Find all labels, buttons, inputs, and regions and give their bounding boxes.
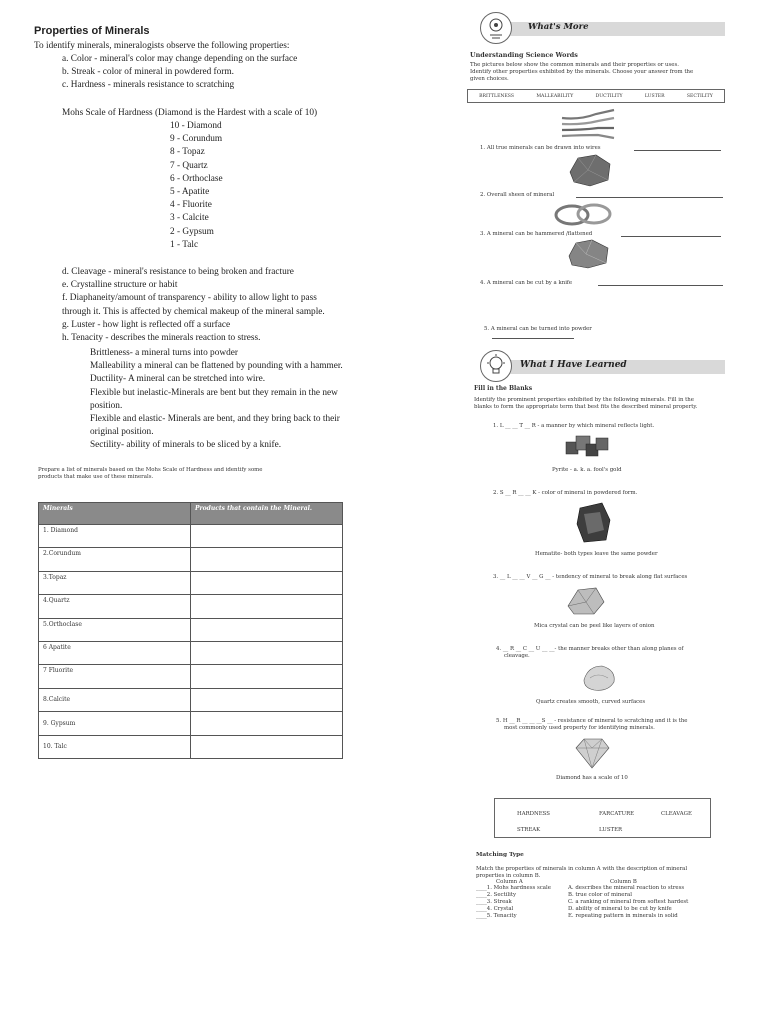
copper-wire-image (560, 108, 616, 142)
galena-rock-image (566, 152, 614, 188)
table-row (39, 665, 343, 688)
table-row (39, 618, 343, 641)
column-a-list (476, 885, 551, 920)
whats-more-instructions (470, 62, 693, 83)
mica-image (564, 584, 608, 618)
column-b-label: Column B (610, 879, 637, 885)
whats-more-header (480, 12, 725, 44)
table-header-row (39, 503, 343, 525)
column-b-item: D. ability of mineral to be cut by knife (568, 906, 672, 912)
product-cell[interactable] (191, 595, 343, 618)
brain-gear-icon (480, 12, 512, 44)
instruction-line: Identify other properties exhibited by the minerals. Choose your answer from the (470, 69, 694, 75)
caption-diamond: Diamond has a scale of 10 (556, 775, 628, 781)
choice-word: MALLEABILITY (536, 93, 574, 99)
instruction-line: properties in column B. (476, 873, 541, 879)
instruction-line: Identify the prominent properties exhibited by the following minerals. Fill in the (474, 397, 694, 403)
lightbulb-icon (480, 350, 512, 382)
mohs-item: 8 - Topaz (170, 147, 205, 158)
tenacity-item: Malleability a mineral can be flattened by pounding with a hammer. (90, 361, 343, 372)
property-list-a (62, 53, 297, 93)
mineral-cell: 10. Talc (39, 735, 191, 758)
tenacity-item: Sectility- ability of minerals to be sliced by a knife. (90, 440, 282, 451)
mohs-heading: Mohs Scale of Hardness (Diamond is the Hardest with a scale of 10) (62, 108, 318, 118)
question-line: 5. H __ R __ __ __S __ - resistance of mineral to scratching and it is the (496, 718, 688, 724)
column-b-item: B. true color of mineral (568, 892, 632, 898)
mineral-cell: 8.Calcite (39, 688, 191, 711)
talc-rock-image (566, 238, 612, 270)
property-item: f. Diaphaneity/amount of transparency - ability to allow light to pass (62, 293, 317, 304)
choices-box (467, 89, 725, 103)
caption-quartz: Quartz creates smooth, curved surfaces (536, 699, 646, 705)
learned-choices-box (494, 798, 711, 838)
learned-item-2: 2. S __ R __ __ K - color of mineral in powdered form. (493, 490, 638, 496)
tenacity-item: Brittleness- a mineral turns into powder (90, 348, 238, 358)
mineral-cell: 3.Topaz (39, 571, 191, 594)
product-cell[interactable] (191, 735, 343, 758)
choice-word: SECTILITY (686, 93, 713, 99)
table-row (39, 525, 343, 548)
property-item: b. Streak - color of mineral in powdered form. (62, 67, 234, 78)
choice-word: LUSTER (644, 93, 665, 99)
mohs-item: 6 - Orthoclase (170, 173, 223, 184)
prepare-instructions (38, 467, 263, 481)
choice-word: FARCATURE (599, 811, 635, 817)
product-cell[interactable] (191, 525, 343, 548)
question-line: 4. __ R __ C __ U __ __- the manner breaks other than along planes of (496, 646, 684, 652)
caption-hematite: Hematite- both types leave the same powder (535, 551, 658, 557)
instruction-line: products that make use of these minerals. (38, 474, 154, 480)
property-list-b (62, 266, 325, 345)
answer-blank-3[interactable] (621, 236, 721, 237)
column-a-item[interactable]: ____4. Crystal (476, 906, 514, 912)
table-row (39, 735, 343, 758)
question-line: cleavage. (504, 653, 530, 659)
mohs-item: 2 - Gypsum (170, 226, 214, 237)
learned-item-5 (496, 718, 687, 732)
choice-word: BRITTLENESS (479, 93, 515, 99)
intro-text: To identify minerals, mineralogists observe the following properties: (34, 41, 290, 51)
product-cell[interactable] (191, 618, 343, 641)
matching-instructions (476, 866, 687, 880)
choice-word: CLEAVAGE (661, 811, 692, 817)
choice-word: DUCTILITY (595, 93, 623, 99)
property-item: e. Crystalline structure or habit (62, 280, 178, 291)
instruction-line: given choices. (470, 76, 509, 82)
matching-heading: Matching Type (476, 852, 524, 858)
property-item: through it. This is affected by chemical makeup of the mineral sample. (62, 306, 325, 317)
choice-word: HARDNESS (517, 811, 550, 817)
instruction-line: Prepare a list of minerals based on the Mohs Scale of Hardness and identify some (38, 467, 263, 473)
table-row (39, 571, 343, 594)
understanding-heading: Understanding Science Words (470, 51, 578, 59)
column-b-list (568, 885, 688, 920)
column-b-item: A. describes the mineral reaction to stress (568, 885, 685, 891)
tenacity-list (90, 347, 343, 453)
tenacity-item: Flexible and elastic- Minerals are bent, and they bring back to their (90, 414, 340, 425)
table-row (39, 712, 343, 735)
learned-item-3: 3. __ L __ __ V __ G __ - tendency of mineral to break along flat surfaces (493, 574, 688, 580)
choice-word: LUSTER (599, 827, 623, 833)
table-row (39, 641, 343, 664)
tenacity-item: original position. (90, 427, 154, 438)
tenacity-item: position. (90, 400, 123, 411)
mohs-item: 7 - Quartz (170, 160, 208, 171)
table-row (39, 688, 343, 711)
column-a-item[interactable]: ____3. Streak (476, 899, 512, 905)
instruction-line: blanks to form the appropriate term that best fits the described mineral property. (474, 404, 698, 410)
table-row (39, 595, 343, 618)
product-cell[interactable] (191, 688, 343, 711)
minerals-table (38, 502, 343, 759)
product-cell[interactable] (191, 548, 343, 571)
learned-item-1: 1. L __ __ T __ R - a manner by which mineral reflects light. (493, 423, 655, 429)
column-a-label: Column A (496, 879, 523, 885)
product-cell[interactable] (191, 641, 343, 664)
wm-item-5: 5. A mineral can be turned into powder (484, 326, 592, 332)
mohs-item: 4 - Fluorite (170, 200, 212, 211)
property-item: a. Color - mineral's color may change depending on the surface (62, 54, 298, 64)
wm-item-4: 4. A mineral can be cut by a knife (480, 280, 573, 286)
pyrite-image (562, 432, 614, 462)
product-cell[interactable] (191, 712, 343, 735)
column-b-item: C. a ranking of mineral from softest hardest (568, 899, 689, 905)
product-cell[interactable] (191, 665, 343, 688)
answer-blank-1[interactable] (634, 150, 721, 151)
property-item: g. Luster - how light is reflected off a surface (62, 319, 231, 330)
column-a-item[interactable]: ____2. Sectility (476, 892, 517, 898)
column-a-item[interactable]: ____5. Tenacity (476, 913, 517, 919)
instruction-line: Match the properties of minerals in column A with the description of mineral (476, 866, 688, 872)
learned-title: What I Have Learned (520, 360, 627, 370)
column-b-item: E. repeating pattern in minerals in solid (568, 913, 678, 919)
column-a-item[interactable]: ____1. Mohs hardness scale (476, 885, 551, 891)
tenacity-item: Ductility- A mineral can be stretched into wire. (90, 374, 266, 385)
answer-blank-2[interactable] (576, 197, 723, 198)
question-line: most commonly used property for identifying minerals. (504, 725, 655, 731)
mohs-item: 10 - Diamond (170, 121, 222, 131)
answer-blank-4[interactable] (598, 285, 723, 286)
choice-word: STREAK (517, 827, 541, 833)
learned-header (480, 350, 725, 382)
mohs-item: 9 - Corundum (170, 134, 223, 145)
caption-mica: Mica crystal can be peel like layers of onion (534, 623, 655, 629)
mineral-cell: 1. Diamond (39, 525, 191, 548)
wm-item-1: 1. All true minerals can be drawn into wires (480, 145, 601, 151)
mohs-scale-list (170, 120, 223, 252)
mineral-cell: 5.Orthoclase (39, 618, 191, 641)
property-item: d. Cleavage - mineral's resistance to being broken and fracture (62, 267, 294, 277)
mineral-cell: 6 Apatite (39, 641, 191, 664)
quartz-image (580, 662, 618, 694)
diamond-image (572, 736, 612, 770)
whats-more-title: What's More (528, 22, 589, 32)
property-item: c. Hardness - minerals resistance to scratching (62, 80, 235, 91)
mineral-cell: 2.Corundum (39, 548, 191, 571)
instruction-line: The pictures below show the common minerals and their properties or uses. (470, 62, 679, 68)
mohs-item: 5 - Apatite (170, 187, 210, 198)
column-header-minerals: Minerals (39, 503, 191, 525)
table-row (39, 548, 343, 571)
learned-item-4 (496, 646, 684, 660)
mohs-item: 3 - Calcite (170, 213, 209, 224)
hematite-image (574, 500, 614, 544)
column-header-products: Products that contain the Mineral. (191, 503, 343, 525)
tenacity-item: Flexible but inelastic-Minerals are bent but they remain in the new (90, 387, 338, 398)
product-cell[interactable] (191, 571, 343, 594)
page-title: Properties of Minerals (34, 25, 150, 37)
property-item: h. Tenacity - describes the minerals reaction to stress. (62, 333, 261, 344)
wm-item-2: 2. Overall sheen of mineral (480, 192, 555, 198)
fill-blanks-heading: Fill in the Blanks (474, 385, 533, 392)
mohs-item: 1 - Talc (170, 239, 199, 250)
mineral-cell: 7 Fluorite (39, 665, 191, 688)
answer-blank-5[interactable] (492, 338, 574, 339)
wm-item-3: 3. A mineral can be hammered /flattened (480, 231, 593, 237)
caption-pyrite: Pyrite - a. k. a. fool's gold (552, 467, 622, 473)
mineral-cell: 9. Gypsum (39, 712, 191, 735)
gold-rings-image (550, 200, 616, 228)
learned-instructions (474, 397, 697, 411)
mineral-cell: 4.Quartz (39, 595, 191, 618)
